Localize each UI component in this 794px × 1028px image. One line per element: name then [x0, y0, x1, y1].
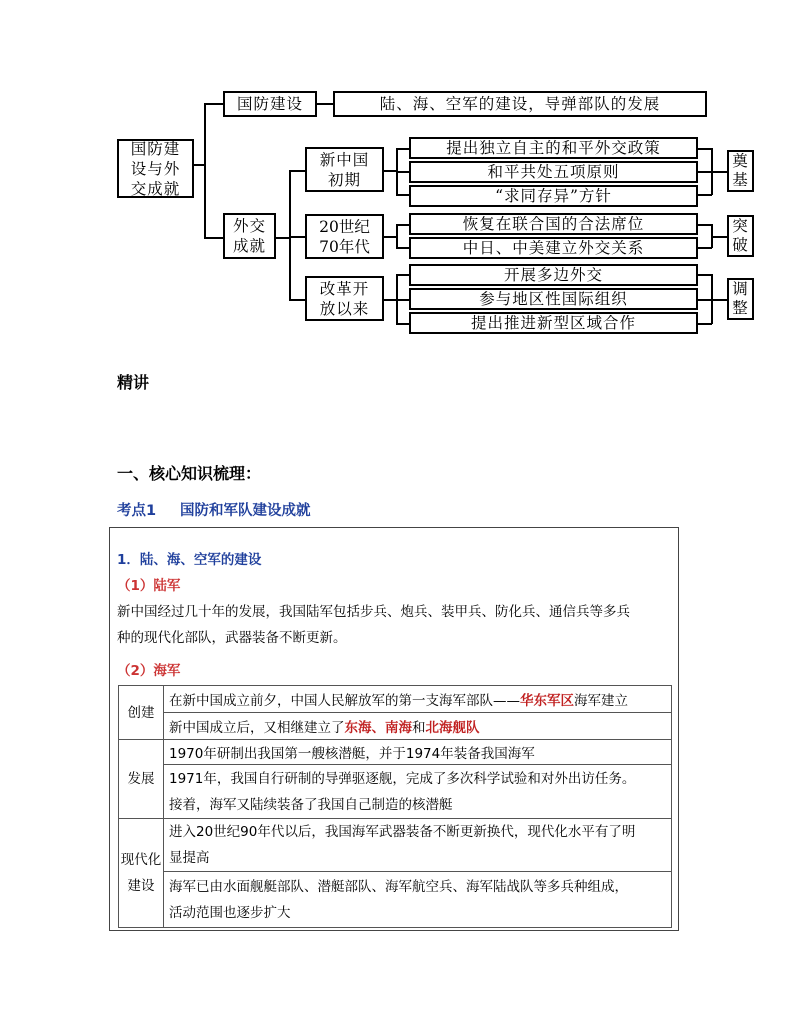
kaodian-title: 国防和军队建设成就 — [180, 503, 311, 519]
connector — [697, 194, 712, 196]
mindmap-defense: 国防建设 — [223, 91, 317, 117]
table-cell — [164, 713, 672, 740]
mindmap-tag: 奠基 — [727, 150, 754, 192]
section-title: 精讲 — [117, 373, 150, 392]
connector — [396, 194, 410, 196]
mindmap-tag: 调整 — [727, 278, 754, 320]
kaodian-label: 考点1 — [117, 503, 157, 519]
table-row — [119, 872, 672, 928]
mindmap-tag: 突破 — [727, 215, 754, 257]
connector — [204, 237, 224, 239]
mindmap-item: 开展多边外交 — [409, 264, 698, 286]
connector — [396, 299, 410, 301]
connector — [697, 247, 712, 249]
connector — [396, 148, 410, 150]
connector — [396, 224, 398, 248]
highlight-text: 东海 — [344, 720, 372, 736]
connector — [289, 299, 306, 301]
mindmap-period-1: 新中国初期 — [305, 147, 384, 192]
connector — [383, 170, 397, 172]
connector — [697, 171, 728, 173]
cell-text: 和 — [412, 720, 426, 736]
row-label-text: 现代化 — [120, 852, 162, 868]
mindmap-item: “求同存异”方针 — [409, 185, 698, 207]
cell-text: 1971年，我国自行研制的导弹驱逐舰，完成了多次科学试验和对外出访任务。 — [169, 770, 636, 787]
mindmap-item: 恢复在联合国的合法席位 — [409, 213, 698, 235]
row-label: 创建 — [119, 686, 164, 740]
highlight-text: 华东军区 — [520, 693, 574, 709]
army-text-line: 种的现代化部队，武器装备不断更新。 — [117, 630, 347, 646]
mindmap-defense-detail: 陆、海、空军的建设，导弹部队的发展 — [333, 91, 707, 117]
table-row — [119, 819, 672, 872]
mindmap-item: 中日、中美建立外交关系 — [409, 237, 698, 259]
connector — [204, 103, 224, 105]
table-cell — [164, 872, 672, 928]
mindmap-item: 参与地区性国际组织 — [409, 288, 698, 310]
connector — [396, 274, 410, 276]
connector — [697, 299, 728, 301]
highlight-text: 、 — [371, 720, 385, 736]
table-row — [119, 713, 672, 740]
connector — [383, 236, 397, 238]
army-title: （1）陆军 — [117, 578, 181, 594]
cell-text: 在新中国成立前夕，中国人民解放军的第一支海军部队—— — [169, 693, 520, 709]
mindmap-diplomacy: 外交成就 — [223, 213, 276, 259]
connector — [316, 103, 334, 105]
cell-text: 新中国成立后，又相继建立了 — [169, 720, 345, 736]
connector — [396, 171, 410, 173]
navy-title: （2）海军 — [117, 663, 181, 679]
table-cell: 1970年研制出我国第一艘核潜艇，并于1974年装备我国海军 — [164, 740, 672, 765]
connector — [289, 170, 291, 300]
table-row — [119, 740, 672, 765]
table-cell — [164, 765, 672, 819]
navy-table — [118, 685, 672, 928]
mindmap-item: 和平共处五项原则 — [409, 161, 698, 183]
connector — [711, 236, 728, 238]
mindmap-item: 提出推进新型区域合作 — [409, 312, 698, 334]
mindmap-period-2: 20世纪70年代 — [305, 214, 384, 259]
subsection-title: 1．陆、海、空军的建设 — [117, 552, 262, 568]
row-label — [119, 819, 164, 928]
mindmap-root: 国防建设与外交成就 — [117, 139, 194, 198]
connector — [697, 274, 712, 276]
table-row — [119, 686, 672, 713]
connector — [697, 323, 712, 325]
cell-text: 进入20世纪90年代以后，我国海军武器装备不断更新换代，现代化水平有了明 — [169, 824, 636, 840]
connector — [289, 170, 306, 172]
highlight-text: 南海 — [385, 720, 412, 736]
cell-text: 活动范围也逐步扩大 — [169, 904, 291, 921]
table-row — [119, 765, 672, 819]
mindmap-item: 提出独立自主的和平外交政策 — [409, 137, 698, 159]
cell-text: 接着，海军又陆续装备了我国自己制造的核潜艇 — [169, 796, 453, 813]
connector — [275, 237, 290, 239]
table-cell — [164, 819, 672, 872]
connector — [204, 103, 206, 238]
cell-text: 显提高 — [169, 850, 210, 866]
highlight-text: 北海舰队 — [425, 720, 480, 736]
row-label-text: 建设 — [127, 878, 155, 894]
cell-text: 海军建立 — [574, 693, 628, 709]
connector — [396, 224, 410, 226]
connector — [396, 247, 410, 249]
row-label: 发展 — [119, 740, 164, 819]
mindmap-period-3: 改革开放以来 — [305, 276, 384, 321]
connector — [396, 323, 410, 325]
core-title: 一、核心知识梳理： — [117, 464, 262, 483]
table-cell — [164, 686, 672, 713]
connector — [697, 224, 712, 226]
connector — [289, 236, 306, 238]
cell-text: 海军已由水面舰艇部队、潜艇部队、海军航空兵、海军陆战队等多兵种组成， — [169, 878, 628, 895]
connector — [383, 299, 397, 301]
army-text-line: 新中国经过几十年的发展，我国陆军包括步兵、炮兵、装甲兵、防化兵、通信兵等多兵 — [117, 604, 630, 620]
connector — [697, 148, 712, 150]
